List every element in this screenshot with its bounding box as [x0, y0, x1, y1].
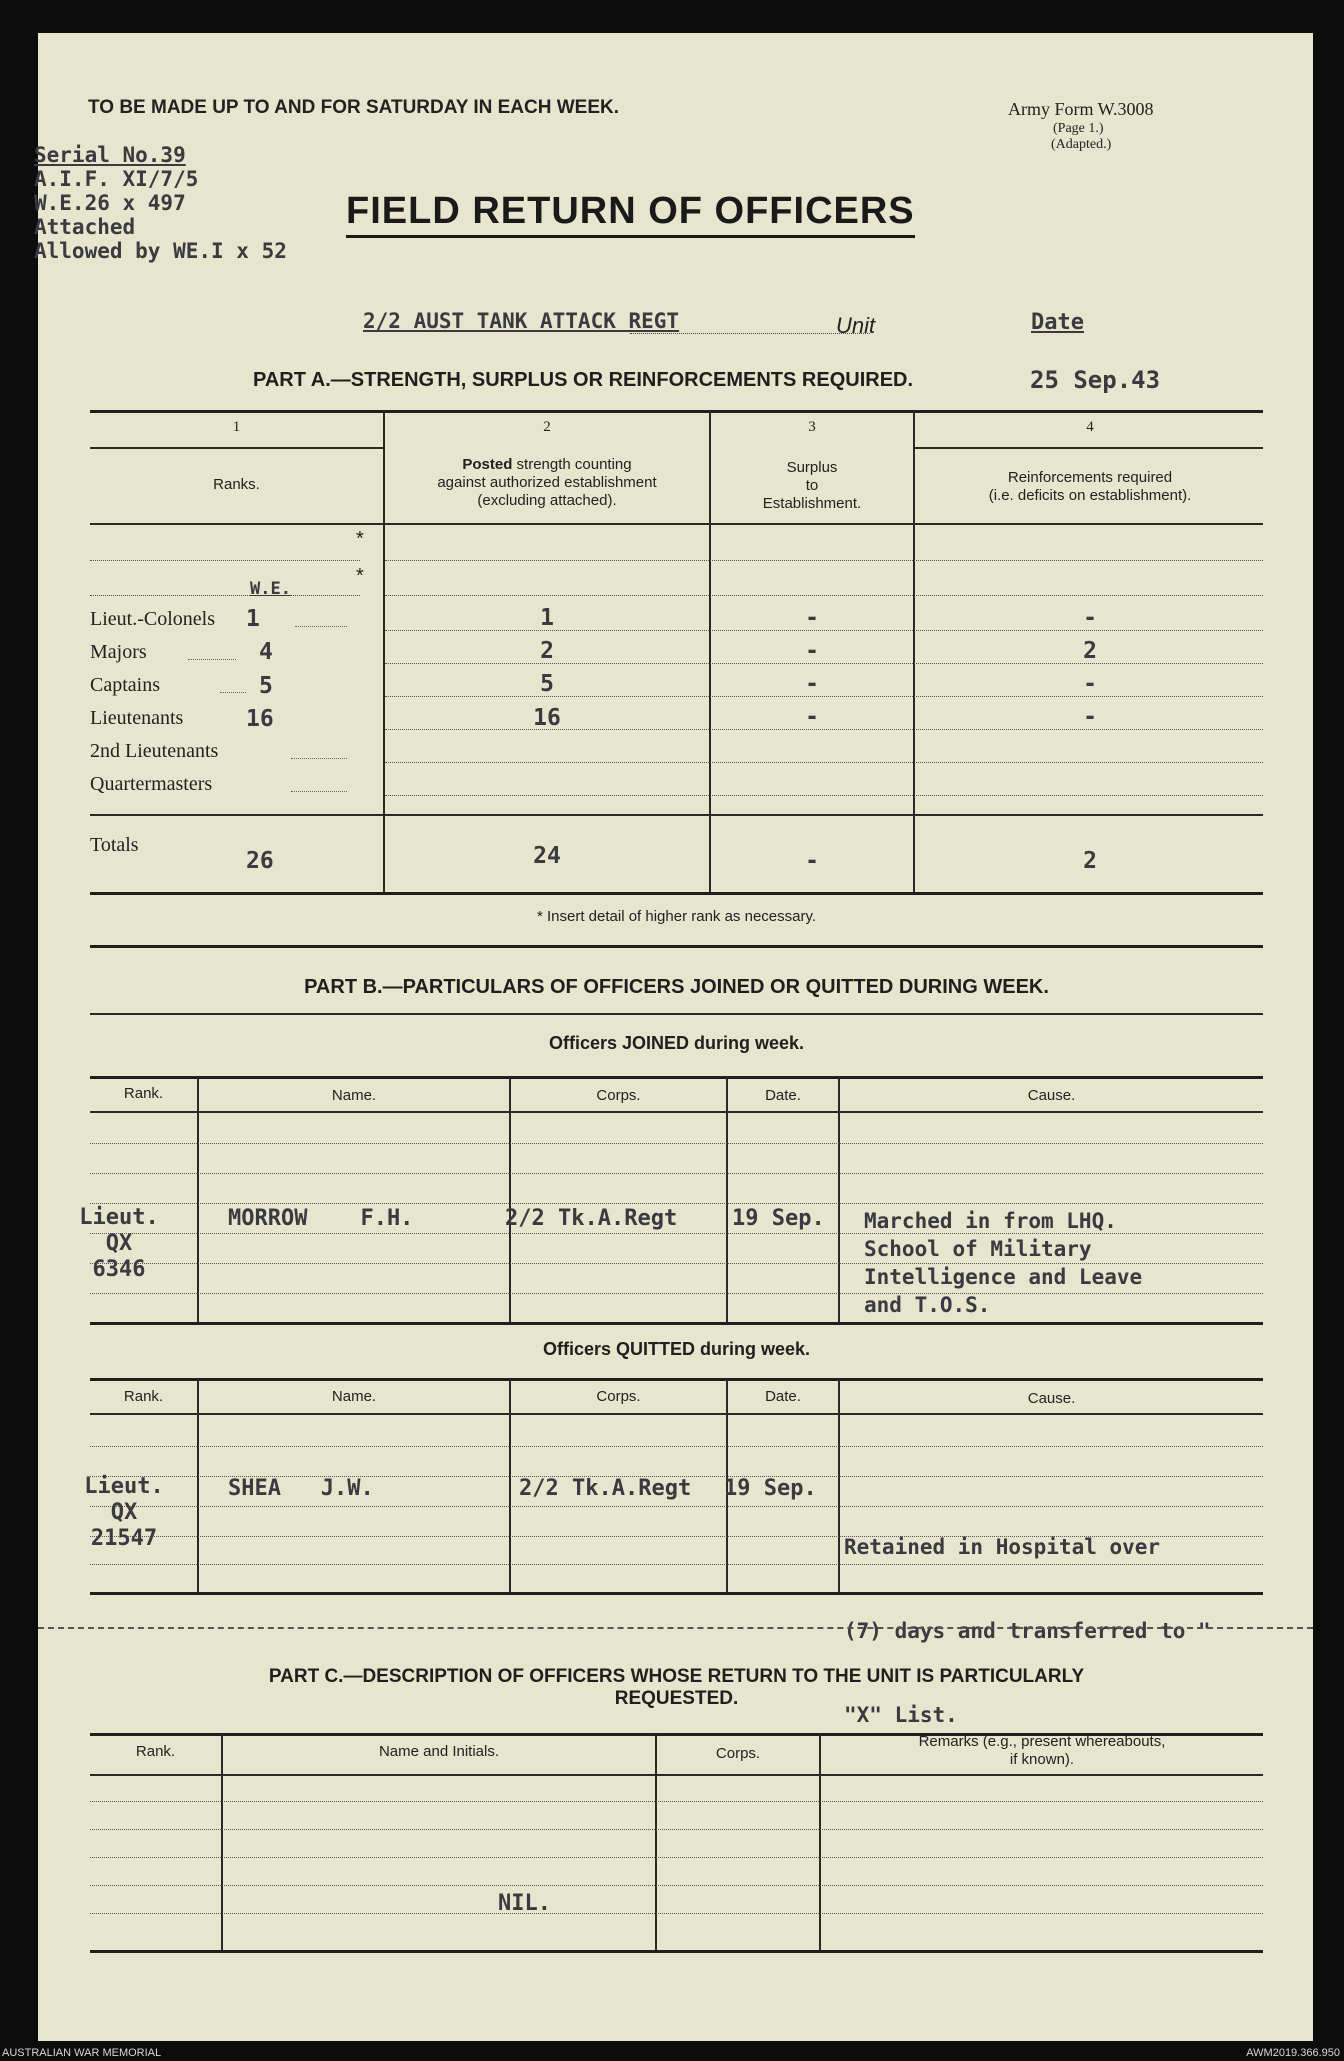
we-value: 16	[246, 706, 274, 732]
part-a-note: * Insert detail of higher rank as necessary.	[536, 908, 817, 925]
col-number-3: 3	[808, 419, 816, 435]
posted-line3: (excluding attached).	[477, 492, 617, 509]
posted-value: 16	[533, 705, 561, 731]
section-rule	[90, 1013, 1263, 1015]
leader-dots	[188, 659, 236, 660]
joined-rank-title: Lieut.	[79, 1205, 159, 1230]
rank-label: Quartermasters	[90, 773, 213, 795]
surplus-line: to	[805, 477, 819, 494]
surplus-line: Surplus	[786, 459, 838, 476]
joined-name-header: Name.	[331, 1087, 377, 1104]
col-ranks-header: Ranks.	[213, 476, 260, 493]
joined-cause-header: Cause.	[1027, 1087, 1076, 1104]
totals-we: 26	[246, 848, 274, 874]
quitted-date: 19 Sep.	[724, 1476, 817, 1501]
part-a-title: PART A.—STRENGTH, SURPLUS OR REINFORCEMENTS REQUIRED.	[253, 369, 914, 391]
totals-top-rule	[90, 814, 1263, 816]
joined-number: 6346	[92, 1257, 146, 1282]
part-c-entry: NIL.	[498, 1891, 551, 1916]
row-rule	[385, 560, 1263, 561]
rank-label: Lieut.-Colonels	[90, 608, 215, 630]
joined-title: Officers JOINED during week.	[548, 1033, 805, 1053]
perforation-line	[38, 1627, 1313, 1629]
quitted-number: 21547	[90, 1526, 158, 1551]
col-number-4: 4	[1086, 419, 1094, 435]
col-divider	[197, 1379, 199, 1593]
footer-left: AUSTRALIAN WAR MEMORIAL	[2, 2047, 162, 2059]
part-c-name-header: Name and Initials.	[378, 1743, 500, 1760]
quitted-title: Officers QUITTED during week.	[542, 1339, 811, 1359]
page-title: FIELD RETURN OF OFFICERS	[346, 190, 915, 238]
cause-line: "X" List.	[844, 1703, 958, 1727]
serial-line: Serial No.39	[34, 143, 186, 167]
unit-label: Unit	[836, 313, 876, 338]
return-date: 25 Sep.43	[1030, 366, 1161, 394]
header-rule	[90, 1774, 1263, 1776]
col-divider	[221, 1734, 223, 1950]
we-value: 5	[259, 673, 273, 699]
cause-line: Retained in Hospital over	[844, 1535, 1161, 1559]
col-posted-header	[385, 456, 709, 510]
totals-label: Totals	[90, 834, 139, 856]
col-divider	[509, 1077, 511, 1323]
header-rule	[90, 1111, 1263, 1113]
col-surplus-header	[711, 459, 913, 513]
col-number-2: 2	[543, 419, 551, 435]
quitted-cause-header: Cause.	[1027, 1390, 1076, 1407]
footer-right: AWM2019.366.950	[1246, 2047, 1340, 2059]
form-adapted: (Adapted.)	[1051, 137, 1112, 152]
reinf-value: -	[1083, 671, 1097, 697]
cause-line: Marched in from LHQ.	[864, 1209, 1117, 1233]
quitted-rank	[64, 1474, 184, 1552]
joined-date-header: Date.	[765, 1087, 801, 1104]
part-c-remarks-header	[821, 1733, 1263, 1769]
quitted-top-border	[90, 1378, 1263, 1381]
part-c-rank-header: Rank.	[135, 1743, 176, 1760]
cause-line: and T.O.S.	[864, 1293, 991, 1317]
joined-date: 19 Sep.	[732, 1206, 825, 1231]
col-divider	[838, 1077, 840, 1323]
row-rule	[90, 1829, 1263, 1830]
form-page: (Page 1.)	[1053, 121, 1104, 136]
row-rule	[90, 1885, 1263, 1886]
part-a-top-border	[90, 410, 1263, 413]
joined-rank	[64, 1205, 174, 1283]
we-value: 1	[246, 606, 260, 632]
rank-label: Captains	[90, 674, 160, 696]
part-c-title-line: REQUESTED.	[614, 1688, 739, 1709]
serial-line: W.E.26 x 497	[34, 191, 186, 215]
row-rule	[385, 595, 1263, 596]
instruction-text: TO BE MADE UP TO AND FOR SATURDAY IN EACH WEEK.	[88, 97, 619, 118]
quitted-rank-title: Lieut.	[84, 1474, 164, 1499]
row-rule	[90, 1173, 1263, 1174]
we-mark: W.E.	[250, 579, 291, 599]
we-value: 4	[259, 639, 273, 665]
surplus-value: -	[805, 671, 819, 697]
cause-line: School of Military	[864, 1237, 1092, 1261]
quitted-number-prefix: QX	[110, 1500, 138, 1525]
part-a-bottom-border	[90, 892, 1263, 895]
col-number-1: 1	[232, 419, 241, 435]
form-number: Army Form W.3008	[1008, 99, 1154, 119]
surplus-value: -	[805, 704, 819, 730]
leader-dots	[220, 692, 246, 693]
posted-line2: against authorized establishment	[437, 474, 657, 491]
form-page	[34, 33, 1313, 2041]
row-rule	[385, 795, 1263, 796]
reinf-value: -	[1083, 605, 1097, 631]
serial-stamp	[34, 143, 287, 263]
cause-line: Intelligence and Leave	[864, 1265, 1143, 1289]
totals-surplus: -	[805, 848, 819, 874]
col-divider	[655, 1734, 657, 1950]
leader-dots	[291, 758, 347, 759]
totals-reinf: 2	[1083, 848, 1097, 874]
quitted-corps: 2/2 Tk.A.Regt	[519, 1476, 692, 1501]
serial-line: Attached	[34, 215, 136, 239]
unit-value: 2/2 AUST TANK ATTACK REGT	[363, 309, 680, 333]
header-rule	[915, 447, 1263, 449]
col-divider	[509, 1379, 511, 1593]
row-rule	[90, 1913, 1263, 1914]
remarks-line: Remarks (e.g., present whereabouts,	[918, 1733, 1166, 1750]
reinf-value: -	[1083, 704, 1097, 730]
quitted-date-header: Date.	[765, 1388, 801, 1405]
reinf-line: Reinforcements required	[1007, 469, 1173, 486]
serial-line: Allowed by WE.I x 52	[34, 239, 287, 263]
posted-value: 1	[540, 605, 554, 631]
star-mark: *	[356, 565, 364, 587]
cause-line: (7) days and transferred to "	[844, 1619, 1211, 1643]
surplus-value: -	[805, 638, 819, 664]
col-reinf-header	[915, 469, 1265, 505]
serial-line: A.I.F. XI/7/5	[34, 167, 199, 191]
quitted-name: SHEA J.W.	[228, 1476, 374, 1501]
joined-top-border	[90, 1076, 1263, 1079]
date-label: Date	[1031, 310, 1084, 335]
joined-cause	[864, 1207, 1142, 1319]
joined-corps-header: Corps.	[596, 1087, 641, 1104]
quitted-name-header: Name.	[331, 1388, 377, 1405]
col-divider	[726, 1077, 728, 1323]
rank-label: Lieutenants	[90, 707, 184, 729]
part-c-title-line: PART C.—DESCRIPTION OF OFFICERS WHOSE RETURN TO THE UNIT IS PARTICULARLY	[268, 1666, 1085, 1687]
section-divider	[90, 945, 1263, 948]
row-rule	[90, 1203, 1263, 1204]
col-divider	[838, 1379, 840, 1593]
part-c-corps-header: Corps.	[715, 1745, 761, 1762]
quitted-rank-header: Rank.	[123, 1388, 164, 1405]
row-rule	[90, 1143, 1263, 1144]
remarks-line: if known).	[1009, 1751, 1075, 1768]
reinf-value: 2	[1083, 638, 1097, 664]
joined-corps: 2/2 Tk.A.Regt	[505, 1206, 678, 1231]
row-rule	[90, 1801, 1263, 1802]
row-rule	[90, 1446, 1263, 1447]
header-rule	[90, 447, 383, 449]
col-divider	[197, 1077, 199, 1323]
posted-value: 5	[540, 671, 554, 697]
joined-rank-header: Rank.	[123, 1085, 164, 1102]
part-c-bottom-border	[90, 1950, 1263, 1953]
row-rule	[90, 1857, 1263, 1858]
surplus-value: -	[805, 605, 819, 631]
totals-posted: 24	[533, 843, 561, 869]
part-b-title: PART B.—PARTICULARS OF OFFICERS JOINED OR QUITTED DURING WEEK.	[304, 976, 1049, 998]
joined-name: MORROW F.H.	[228, 1206, 414, 1231]
leader-dots	[295, 626, 347, 627]
rank-label: 2nd Lieutenants	[90, 740, 219, 762]
dotted-line	[90, 595, 360, 596]
unit-dotted-line	[630, 333, 870, 334]
surplus-line: Establishment.	[762, 495, 862, 512]
leader-dots	[291, 791, 347, 792]
joined-number-prefix: QX	[105, 1231, 133, 1256]
reinf-line: (i.e. deficits on establishment).	[988, 487, 1192, 504]
posted-bold: Posted	[462, 456, 513, 473]
header-bottom-rule	[385, 523, 1263, 525]
star-mark: *	[356, 528, 364, 550]
posted-rest: strength counting	[512, 456, 632, 473]
rank-label: Majors	[90, 641, 147, 663]
header-bottom-rule	[90, 523, 383, 525]
joined-bottom-border	[90, 1322, 1263, 1325]
part-c-title	[90, 1666, 1263, 1710]
quitted-corps-header: Corps.	[596, 1388, 641, 1405]
dotted-line	[90, 560, 360, 561]
posted-value: 2	[540, 638, 554, 664]
header-rule	[90, 1413, 1263, 1415]
row-rule	[385, 762, 1263, 763]
